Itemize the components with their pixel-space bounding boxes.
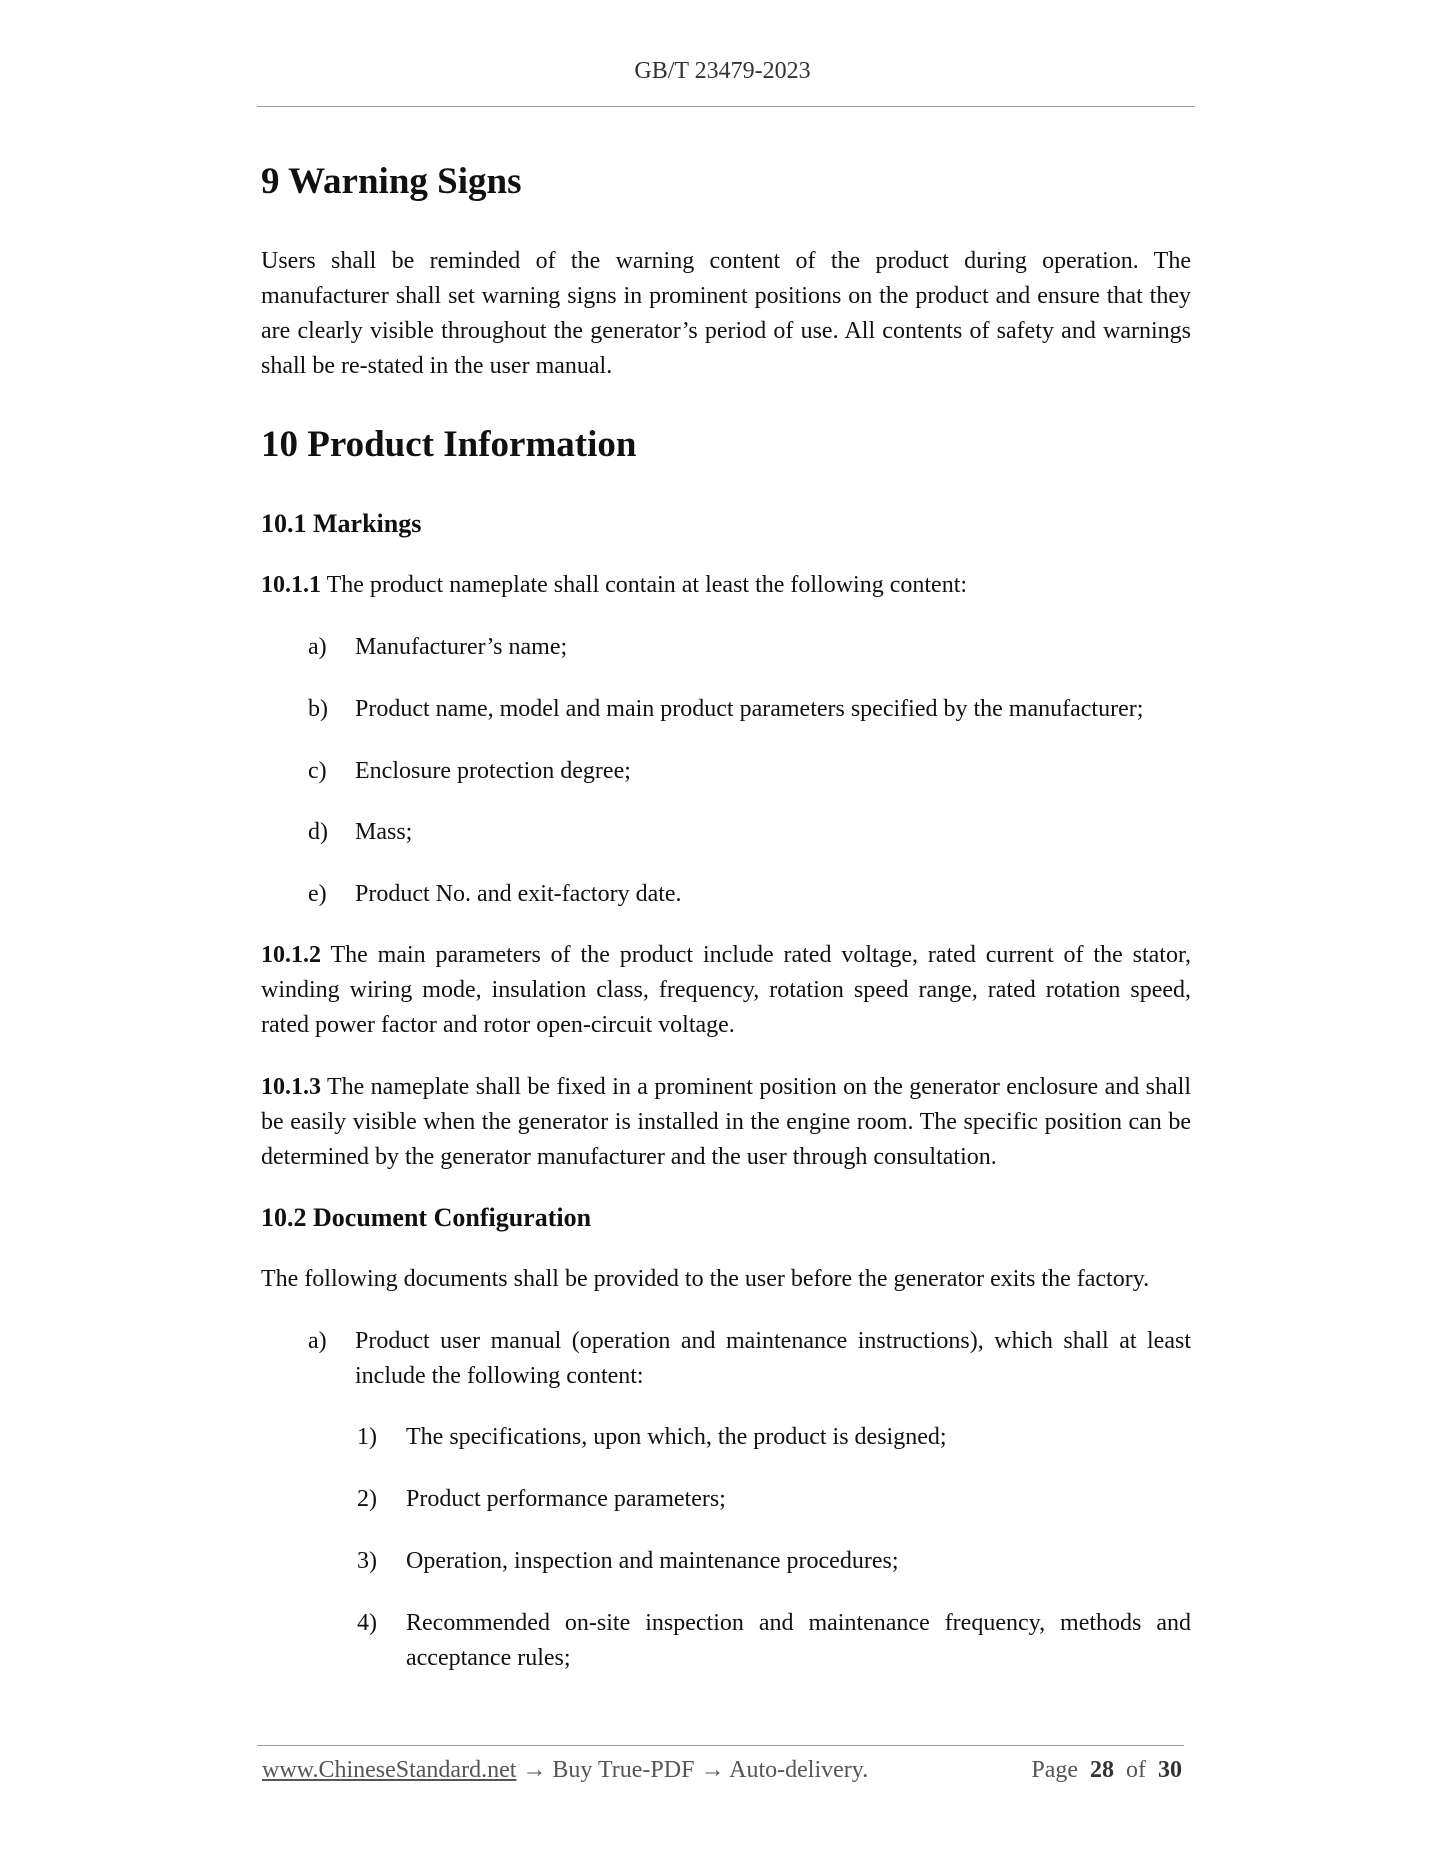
list-marker: 2)	[357, 1486, 377, 1512]
list-item-text: Manufacturer’s name;	[355, 634, 568, 660]
list-item-text: Product performance parameters;	[406, 1486, 726, 1512]
page-label: Page	[1031, 1757, 1078, 1783]
list-marker: 4)	[357, 1610, 377, 1636]
arrow-right-icon: →	[522, 1757, 547, 1783]
footer-divider	[257, 1745, 1184, 1746]
list-marker: c)	[308, 758, 327, 784]
list-item-text: Product user manual (operation and maintenance instructions), which shall at least include the following content:	[355, 1328, 1191, 1389]
clause-number: 10.1.1	[261, 572, 321, 598]
list-marker: a)	[308, 634, 327, 660]
list-item-text: Product No. and exit-factory date.	[355, 881, 682, 907]
clause-10-1-1	[261, 568, 1191, 603]
list-item-text: Product name, model and main product parameters specified by the manufacturer;	[355, 696, 1144, 722]
footer-promo	[262, 1757, 868, 1784]
total-pages-number: 30	[1158, 1757, 1182, 1783]
list-item-text: Recommended on-site inspection and maintenance frequency, methods and acceptance rules;	[406, 1610, 1191, 1671]
subsection-10-2-heading: 10.2 Document Configuration	[261, 1203, 592, 1232]
clause-number: 10.1.3	[261, 1074, 321, 1100]
list-marker: d)	[308, 819, 328, 845]
current-page-number: 28	[1090, 1757, 1114, 1783]
section-9-heading: 9 Warning Signs	[261, 161, 522, 202]
of-label: of	[1126, 1757, 1146, 1783]
arrow-right-icon: →	[700, 1757, 725, 1783]
section-9-paragraph: Users shall be reminded of the warning content of the product during operation. The manufacturer shall set warning signs in prominent positions on the product and ensure that they are clearly visible throughout the generator’s period of use. All contents of safety and warnings shall be re-stated in the user manual.	[261, 248, 1191, 379]
list-marker: a)	[308, 1328, 327, 1354]
document-code-header: GB/T 23479-2023	[634, 58, 811, 84]
list-item-text: Enclosure protection degree;	[355, 758, 631, 784]
list-marker: 1)	[357, 1424, 377, 1450]
list-marker: 3)	[357, 1548, 377, 1574]
list-marker: e)	[308, 881, 327, 907]
page-indicator	[1031, 1757, 1182, 1784]
list-marker: b)	[308, 696, 328, 722]
list-item-text: The specifications, upon which, the product is designed;	[406, 1424, 947, 1450]
buy-text: Buy True-PDF	[552, 1757, 695, 1783]
list-item-text: Mass;	[355, 819, 413, 845]
clause-10-1-3	[261, 1070, 1191, 1175]
list-item-text: Operation, inspection and maintenance procedures;	[406, 1548, 899, 1574]
clause-text: The main parameters of the product include rated voltage, rated current of the stator, winding wiring mode, insulation class, frequency, rotation speed range, rated rotation speed, rated power factor and rotor open-circuit voltage.	[261, 942, 1191, 1038]
delivery-text: Auto-delivery.	[729, 1757, 869, 1783]
site-link[interactable]: www.ChineseStandard.net	[262, 1757, 517, 1783]
subsection-10-2-intro: The following documents shall be provided to the user before the generator exits the factory.	[261, 1266, 1150, 1292]
subsection-10-1-heading: 10.1 Markings	[261, 509, 422, 538]
header-divider	[257, 106, 1195, 107]
clause-10-1-2	[261, 938, 1191, 1043]
section-10-heading: 10 Product Information	[261, 424, 637, 465]
clause-number: 10.1.2	[261, 942, 321, 968]
clause-text: The product nameplate shall contain at least the following content:	[321, 572, 968, 598]
clause-text: The nameplate shall be fixed in a prominent position on the generator enclosure and shall be easily visible when the generator is installed in the engine room. The specific position can be determined by the generator manufacturer and the user through consultation.	[261, 1074, 1191, 1170]
